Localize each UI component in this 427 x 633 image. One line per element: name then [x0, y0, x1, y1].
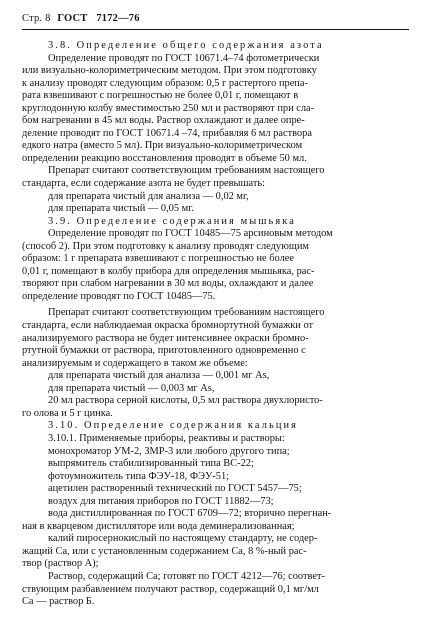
text-line: Препарат считают соответствующим требованиям настоящего	[48, 307, 325, 319]
standard-label: ГОСТ	[57, 13, 88, 24]
text-line: бом нагревании в 45 мл воды. Раствор охлаждают и далее опре-	[22, 115, 305, 127]
text-line: для препарата чистый — 0,05 мг.	[48, 203, 194, 215]
page-header	[22, 13, 140, 24]
text-line: Определение проводят по ГОСТ 10485—75 арсиновым методом	[48, 228, 333, 240]
text-line: (способ 2). При этом подготовку к анализу проводят следующим	[22, 240, 310, 252]
document-body	[22, 40, 411, 609]
text-line: ствующим разбавлением получают раствор, содержащий 0,1 мг/мл	[22, 583, 319, 595]
text-line: для препарата чистый для анализа — 0,02 мг,	[48, 190, 249, 202]
text-line: Раствор, содержащий Са; готовят по ГОСТ 4212—76; соответ-	[48, 570, 325, 582]
text-line: круглодонную колбу вместимостью 250 мл и растворяют при сла-	[22, 102, 315, 114]
text-line: рата взвешивают с погрешностью не более 0,01 г, помещают в	[22, 90, 299, 102]
text-line: монохроматор УМ-2, ЗМР-3 или любого другого типа;	[48, 445, 290, 457]
text-line: го олова и 5 г цинка.	[22, 407, 113, 419]
text-line: для препарата чистый — 0,003 мг As,	[48, 382, 215, 394]
text-line: вода дистиллированная по ГОСТ 6709—72; вторично перегнан-	[48, 508, 332, 520]
text-line: Са — раствор Б.	[22, 596, 95, 608]
section-heading: 3.8. Определение общего содержания азота	[48, 40, 324, 51]
text-line: воздух для питания приборов по ГОСТ 11882—73;	[48, 495, 274, 507]
text-line: стандарта, если наблюдаемая окраска бромнортутной бумажки от	[22, 320, 314, 332]
text-line: определение проводят по ГОСТ 10485—75.	[22, 290, 216, 302]
text-line: анализируемым и содержащего в таком же объеме:	[22, 357, 248, 369]
text-line: ацетилен растворенный технический по ГОСТ 5457—75;	[48, 483, 302, 495]
text-line: для препарата чистый для анализа — 0,001 мг As,	[48, 370, 270, 382]
page-number: Стр. 8	[22, 13, 51, 24]
standard-code: 7172—76	[96, 13, 140, 24]
header-rule	[22, 29, 409, 30]
text-line: едкого натра (вместо 5 мл). При визуально-колориметрическом	[22, 140, 303, 152]
text-line: образом: 1 г препарата взвешивают с погрешностью не более	[22, 253, 294, 265]
section-heading: 3.9. Определение содержания мышьяка	[48, 215, 296, 227]
section-heading: 3.10. Определение содержания кальция	[48, 420, 299, 432]
text-line: фотоумножитель типа ФЭУ-18, ФЭУ-51;	[48, 470, 230, 482]
text-line: жащий Са, или с установленным содержанием Са, 8 %-ный рас-	[22, 545, 307, 557]
text-line: 3.10.1. Применяемые приборы, реактивы и растворы:	[48, 432, 285, 444]
text-line: деление проводят по ГОСТ 10671.4 –74, прибавляя 6 мл раствора	[22, 127, 312, 139]
text-line: 0,01 г, помещают в колбу прибора для определения мышьяка, рас-	[22, 265, 315, 277]
text-line: к анализу проводят следующим образом: 0,5 г растертого препа-	[22, 77, 308, 89]
text-line: 20 мл раствора серной кислоты, 0,5 мл раствора двухлористо-	[48, 395, 323, 407]
text-line: калий пиросернокислый по настоящему стандарту, не содер-	[48, 533, 318, 545]
text-line: выпрямитель стабилизированный типа ВС-22;	[48, 458, 254, 470]
text-line: твор (раствор А);	[22, 558, 99, 570]
text-line: стандарта, если содержание азота не будет превышать:	[22, 178, 266, 190]
text-line: определении реакцию восстановления проводят в объеме 50 мл.	[22, 152, 307, 164]
text-line: Препарат считают соответствующим требованиям настоящего	[48, 165, 325, 177]
text-line: Определение проводят по ГОСТ 10671.4–74 фотометрически	[48, 52, 320, 64]
text-line: анализируемого раствора не будет интенсивнее окраски бромно-	[22, 332, 309, 344]
text-line: творяют при слабом нагревании в 30 мл воды, охлаждают и далее	[22, 278, 314, 290]
text-line: ная в кварцевом дистилляторе или вода деминерализованная;	[22, 520, 295, 532]
text-line: или визуально-колориметрическим методом. При этом подготовку	[22, 65, 317, 77]
text-line: ртутной бумажки от раствора, приготовленного одновременно с	[22, 345, 306, 357]
